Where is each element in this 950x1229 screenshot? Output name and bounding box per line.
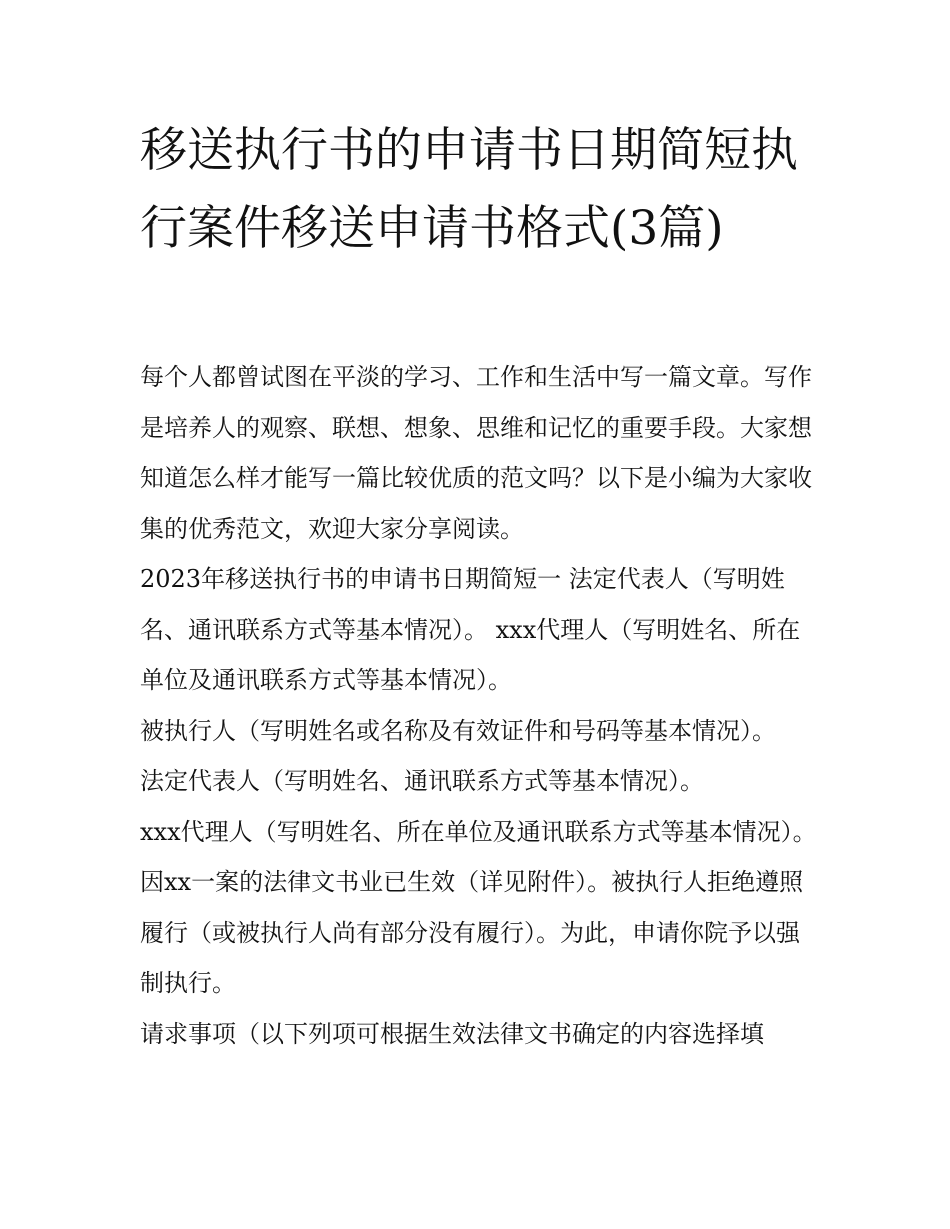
document-body: [140, 352, 820, 1059]
document-title: 移送执行书的申请书日期简短执行案件移送申请书格式(3篇): [140, 123, 798, 256]
paragraph-request-items: 请求事项（以下列项可根据生效法律文书确定的内容选择填: [140, 1019, 764, 1048]
paragraph-case-statement: 因xx一案的法律文书业已生效（详见附件）。被执行人拒绝遵照履行（或被执行人尚有部分没有履行）。为此，申请你院予以强制执行。: [140, 868, 804, 997]
paragraph-respondent: 被执行人（写明姓名或名称及有效证件和号码等基本情况）。: [140, 716, 776, 745]
paragraph-intro: 每个人都曾试图在平淡的学习、工作和生活中写一篇文章。写作是培养人的观察、联想、想象、思维和记忆的重要手段。大家想知道怎么样才能写一篇比较优质的范文吗？以下是小编为大家收集的优秀范文，欢迎大家分享阅读。: [140, 363, 812, 543]
paragraph-legal-representative: 法定代表人（写明姓名、通讯联系方式等基本情况）。: [140, 767, 704, 795]
paragraph-representative: 2023年移送执行书的申请书日期简短一 法定代表人（写明姓名、通讯联系方式等基本情况）。 xxx代理人（写明姓名、所在单位及通讯联系方式等基本情况）。: [140, 565, 801, 694]
paragraph-agent: xxx代理人（写明姓名、所在单位及通讯联系方式等基本情况）。: [140, 817, 817, 846]
